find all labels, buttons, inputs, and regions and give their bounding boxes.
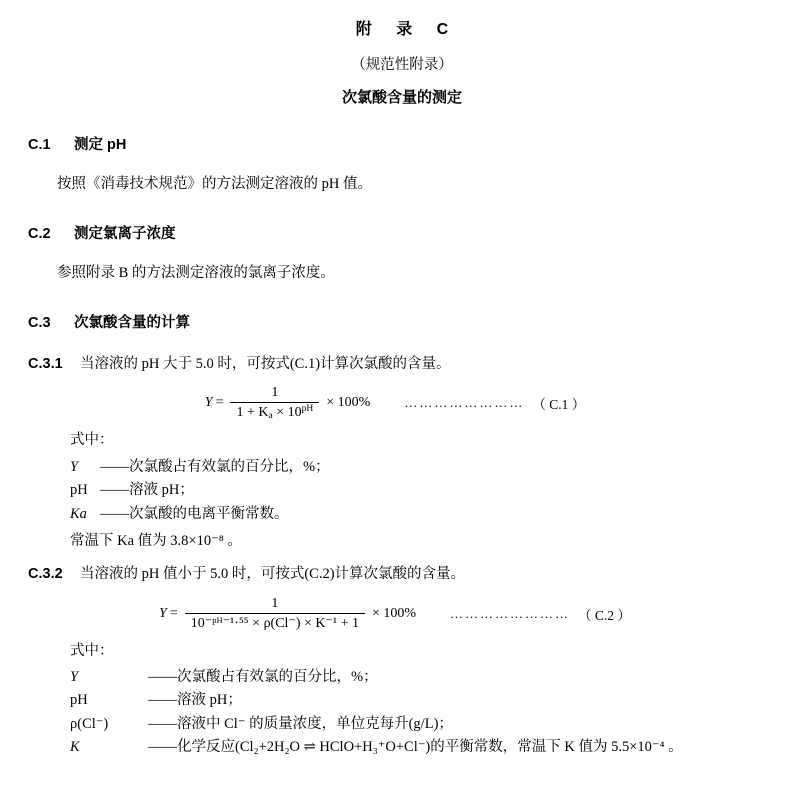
section-heading-c1 bbox=[28, 133, 762, 154]
definition-row bbox=[70, 736, 762, 759]
definition-symbol: pH bbox=[70, 482, 88, 499]
document-page bbox=[0, 16, 804, 799]
formula-c2-denominator: 10⁻ᵖᴴ⁻¹·⁵⁵ × ρ(Cl⁻) × K⁻¹ + 1 bbox=[185, 613, 365, 632]
formula-c2-tail: × 100% bbox=[371, 605, 417, 621]
formula-c1-denom-mid: × 10 bbox=[272, 405, 302, 420]
formula-c2-number: （ C.2 ） bbox=[578, 607, 631, 623]
formula-c1 bbox=[205, 385, 371, 421]
appendix-type: （规范性附录） bbox=[351, 57, 453, 73]
formula-c2-lhs: Y bbox=[159, 605, 167, 621]
definition-dash: —— bbox=[148, 739, 177, 756]
definition-symbol: Y bbox=[70, 458, 79, 475]
formula-c1-tail: × 100% bbox=[326, 395, 371, 411]
definition-dash: —— bbox=[100, 505, 129, 522]
definition-symbol: Ka bbox=[70, 505, 87, 522]
document-content bbox=[28, 133, 762, 760]
definition-dash: —— bbox=[148, 669, 177, 685]
definition-list-c32 bbox=[70, 666, 762, 760]
formula-c1-denom-sub: a bbox=[268, 411, 273, 422]
constant-note-c31-row bbox=[70, 530, 762, 553]
appendix-title: 附 录 C bbox=[355, 21, 459, 38]
clause-text-c32: 当溶液的 pH 值小于 5.0 时，可按式(C.2)计算次氯酸的含量。 bbox=[80, 565, 466, 582]
definition-symbol: K bbox=[70, 739, 80, 756]
section-heading-c2 bbox=[28, 222, 762, 243]
formula-c2-row bbox=[28, 596, 762, 632]
formula-c1-denom-sup: pH bbox=[301, 404, 314, 415]
clause-c31 bbox=[28, 354, 762, 376]
definition-list-c31 bbox=[70, 456, 762, 554]
definition-row bbox=[70, 479, 762, 502]
section-heading-c3 bbox=[28, 311, 762, 332]
definition-symbol: ρ(Cl⁻) bbox=[70, 715, 109, 732]
formula-c1-fraction bbox=[230, 385, 319, 421]
definition-dash: —— bbox=[148, 692, 177, 709]
formula-c1-numerator: 1 bbox=[271, 385, 279, 401]
formula-c2 bbox=[159, 596, 416, 632]
formula-c1-lhs: Y bbox=[204, 395, 213, 411]
definition-row bbox=[70, 689, 762, 712]
formula-c2-fraction bbox=[185, 596, 365, 632]
definition-text: 次氯酸的电离平衡常数。 bbox=[129, 505, 289, 522]
section-paragraph-c1: 按照《消毒技术规范》的方法测定溶液的 pH 值。 bbox=[57, 176, 372, 192]
formula-c1-equals: = bbox=[215, 395, 224, 411]
definition-text: 溶液 pH； bbox=[177, 692, 242, 709]
title-block bbox=[0, 16, 804, 107]
formula-c2-equals: = bbox=[169, 605, 178, 621]
definition-symbol: pH bbox=[70, 692, 88, 709]
formula-c1-denominator bbox=[230, 402, 319, 421]
where-label-c32: 式中： bbox=[70, 642, 114, 659]
section-title-c2: 测定氯离子浓度 bbox=[74, 225, 176, 242]
clause-c32 bbox=[28, 564, 762, 586]
definition-row bbox=[70, 713, 762, 736]
section-title-c3: 次氯酸含量的计算 bbox=[74, 314, 190, 331]
formula-c2-numerator: 1 bbox=[271, 595, 279, 611]
definition-dash: —— bbox=[100, 458, 129, 475]
definition-symbol: Y bbox=[70, 669, 79, 685]
formula-c2-dots: …………………… bbox=[450, 605, 571, 621]
section-paragraph-c2: 参照附录 B 的方法测定溶液的氯离子浓度。 bbox=[57, 264, 335, 281]
definition-text: 次氯酸占有效氯的百分比，%； bbox=[177, 669, 378, 685]
clause-number-c32: C.3.2 bbox=[28, 565, 63, 582]
definition-dash: —— bbox=[100, 482, 129, 499]
section-number-c3: C.3 bbox=[28, 314, 51, 331]
constant-note-c31: 常温下 Ka 值为 3.8×10⁻⁸ 。 bbox=[70, 533, 242, 550]
formula-c1-denom-pre: 1 + K bbox=[236, 405, 269, 420]
definition-text: 溶液中 Cl⁻ 的质量浓度，单位克每升(g/L)； bbox=[177, 715, 453, 732]
formula-c1-number: （ C.1 ） bbox=[532, 397, 586, 413]
definition-text: 次氯酸占有效氯的百分比，%； bbox=[129, 458, 330, 475]
section-title-c1: 测定 pH bbox=[74, 137, 127, 153]
definition-row bbox=[70, 503, 762, 526]
clause-number-c31: C.3.1 bbox=[28, 355, 63, 372]
appendix-name: 次氯酸含量的测定 bbox=[341, 89, 462, 106]
section-number-c2: C.2 bbox=[28, 225, 51, 242]
clause-text-c31: 当溶液的 pH 大于 5.0 时，可按式(C.1)计算次氯酸的含量。 bbox=[80, 355, 451, 372]
section-number-c1: C.1 bbox=[28, 137, 51, 153]
definition-dash: —— bbox=[148, 715, 177, 732]
formula-c1-row bbox=[28, 385, 762, 421]
definition-text: 化学反应(Cl₂+2H₂O ⇌ HClO+H₃⁺O+Cl⁻)的平衡常数，常温下 K 值为 5.5×10⁻⁴ 。 bbox=[177, 739, 683, 756]
where-label-c31: 式中： bbox=[70, 432, 114, 449]
definition-row bbox=[70, 666, 762, 689]
definition-row bbox=[70, 456, 762, 479]
definition-text: 溶液 pH； bbox=[129, 482, 194, 499]
formula-c1-dots: …………………… bbox=[404, 395, 525, 411]
